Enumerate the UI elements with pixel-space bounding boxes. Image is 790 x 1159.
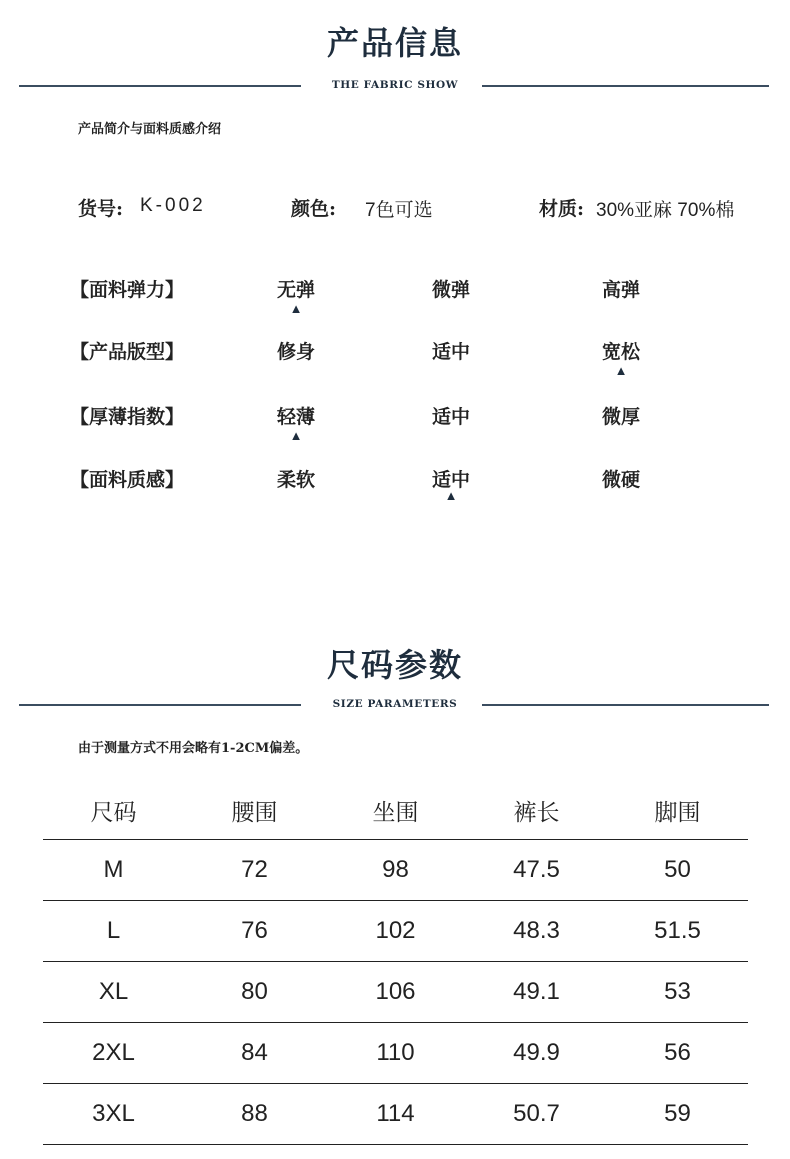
item-no-value: K-002: [140, 195, 206, 216]
attr-label-thickness: 【厚薄指数】: [70, 406, 185, 428]
thickness-option-thick: 微厚: [601, 406, 640, 428]
cell-hem: 51.5: [654, 917, 701, 944]
color-value: 7色可选: [365, 200, 433, 221]
table-row: [43, 901, 748, 962]
product-info-title: 产品信息: [326, 24, 463, 62]
item-no-label: 货号:: [78, 198, 124, 220]
cell-hip: 98: [382, 856, 409, 883]
elasticity-option-none: 无弹: [276, 279, 315, 301]
cell-size: XL: [98, 978, 129, 1005]
cell-hem: 50: [664, 856, 691, 883]
cell-hem: 53: [664, 978, 691, 1005]
elasticity-option-high: 高弹: [601, 279, 640, 301]
texture-option-stiff: 微硬: [601, 469, 640, 491]
selected-marker-icon: ▲: [289, 428, 303, 443]
attr-label-fit: 【产品版型】: [70, 341, 185, 363]
selected-marker-icon: ▲: [614, 363, 628, 378]
thickness-option-thin: 轻薄: [276, 406, 315, 428]
table-row: [43, 962, 748, 1023]
size-params-subtitle: SIZE PARAMETERS: [332, 698, 458, 710]
cell-length: 49.9: [513, 1039, 560, 1066]
attr-label-elasticity: 【面料弹力】: [70, 279, 185, 301]
cell-length: 48.3: [513, 917, 560, 944]
fit-option-loose: 宽松: [601, 341, 640, 363]
material-value: 30%亚麻 70%棉: [596, 200, 735, 221]
size-params-title: 尺码参数: [326, 646, 463, 684]
header-hem: 脚围: [654, 798, 701, 825]
cell-size: L: [106, 917, 121, 944]
table-row: [43, 1084, 748, 1145]
material-label: 材质:: [539, 198, 585, 220]
header-hip: 坐围: [372, 798, 419, 825]
cell-size: 3XL: [92, 1100, 135, 1127]
measurement-note: 由于测量方式不用会略有1-2CM偏差。: [78, 741, 309, 756]
fit-option-regular: 适中: [431, 341, 470, 363]
title-divider-right: [482, 704, 769, 706]
product-info-subtitle: THE FABRIC SHOW: [331, 79, 459, 91]
cell-hip: 110: [376, 1039, 415, 1066]
cell-size: M: [103, 856, 124, 883]
size-table: [43, 781, 748, 1145]
cell-size: 2XL: [92, 1039, 135, 1066]
table-header-row: [43, 781, 748, 840]
table-row: [43, 840, 748, 901]
cell-hem: 59: [664, 1100, 691, 1127]
cell-hip: 106: [375, 978, 416, 1005]
fit-option-slim: 修身: [276, 341, 315, 363]
cell-waist: 80: [241, 978, 268, 1005]
title-divider-right: [482, 85, 769, 87]
texture-option-medium: 适中: [431, 469, 470, 491]
cell-waist: 88: [241, 1100, 268, 1127]
thickness-option-medium: 适中: [431, 406, 470, 428]
header-waist: 腰围: [231, 798, 278, 825]
selected-marker-icon: ▲: [444, 488, 458, 503]
cell-length: 50.7: [513, 1100, 560, 1127]
elasticity-option-slight: 微弹: [431, 279, 470, 301]
cell-length: 47.5: [513, 856, 560, 883]
table-row: [43, 1023, 748, 1084]
cell-hem: 56: [664, 1039, 691, 1066]
color-label: 颜色:: [291, 198, 337, 220]
cell-hip: 114: [376, 1100, 415, 1127]
selected-marker-icon: ▲: [289, 301, 303, 316]
product-intro-text: 产品简介与面料质感介绍: [78, 122, 222, 137]
attr-label-texture: 【面料质感】: [70, 469, 185, 491]
texture-option-soft: 柔软: [276, 469, 315, 491]
header-length: 裤长: [513, 798, 560, 825]
cell-waist: 72: [241, 856, 268, 883]
cell-waist: 84: [241, 1039, 268, 1066]
cell-length: 49.1: [513, 978, 560, 1005]
cell-hip: 102: [375, 917, 416, 944]
header-size: 尺码: [90, 798, 137, 825]
cell-waist: 76: [241, 917, 268, 944]
